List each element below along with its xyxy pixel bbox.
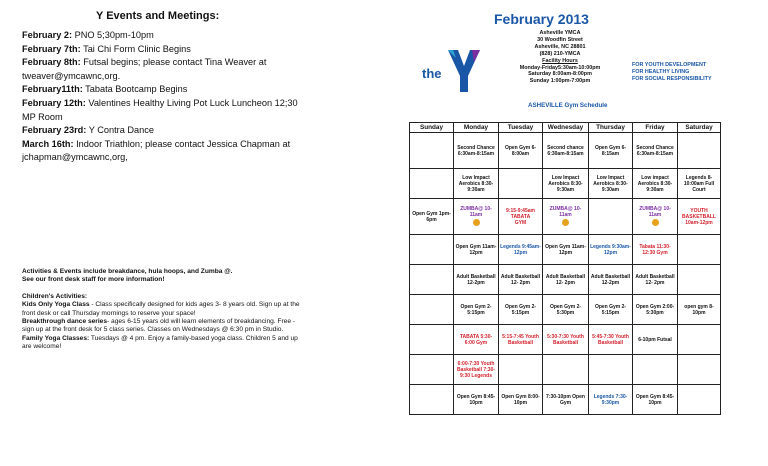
facility-info — [500, 30, 620, 85]
schedule-cell — [410, 235, 454, 265]
schedule-cell: Second Chance 6:30am-8:15am — [633, 133, 678, 169]
day-header: Thursday — [589, 123, 633, 133]
schedule-cell: Adult Basketball 12-2pm — [454, 265, 499, 295]
day-header: Friday — [633, 123, 678, 133]
day-header: Wednesday — [543, 123, 589, 133]
address-line: Asheville, NC 28801 — [534, 43, 586, 50]
smiley-icon — [473, 219, 480, 226]
schedule-cell: Second chance 6:30am-8:15am — [543, 133, 589, 169]
schedule-cell — [543, 355, 589, 385]
schedule-cell: Open Gym 2-5:15pm — [589, 295, 633, 325]
schedule-cell — [410, 355, 454, 385]
schedule-cell: Low impact Aerobics 8:30-9:30am — [633, 169, 678, 199]
schedule-cell — [499, 199, 543, 235]
mission-line: FOR SOCIAL RESPONSIBILITY — [632, 76, 712, 82]
schedule-cell: Open Gym 6-8:15am — [589, 133, 633, 169]
event-text: Futsal begins; please contact Tina Weaver at tweaver@ymcawnc,org. — [22, 57, 267, 81]
event-date: February 7th: — [22, 43, 81, 54]
schedule-cell: Open Gym 2-5:15pm — [454, 295, 499, 325]
schedule-cell: 6-10pm Futsal — [633, 325, 678, 355]
schedule-cell — [678, 355, 721, 385]
gym-schedule-title: ASHEVILLE Gym Schedule — [528, 102, 608, 109]
schedule-cell: Low Impact Aerobics 8:30-9:30am — [454, 169, 499, 199]
kids-yoga-text: - Class specifically designed for kids ages 3- 8 years old. Sign up at the front desk or call Thursday mornings to reserve your space! — [22, 301, 300, 317]
family-yoga-item — [22, 335, 300, 352]
schedule-row — [410, 235, 721, 265]
schedule-cell — [633, 199, 678, 235]
schedule-cell: Low Impact Aerobics 8:30-9:30am — [543, 169, 589, 199]
schedule-row — [410, 169, 721, 199]
event-item — [22, 97, 312, 124]
schedule-cell: Second Chance 6:30am-8:15am — [454, 133, 499, 169]
event-text: Y Contra Dance — [86, 125, 154, 136]
schedule-row — [410, 265, 721, 295]
schedule-cell — [678, 265, 721, 295]
activities-intro-2: See our front desk staff for more information! — [22, 276, 165, 284]
event-date: March 16th: — [22, 138, 74, 149]
schedule-row — [410, 199, 721, 235]
schedule-cell: Open Gym 8:00-10pm — [499, 385, 543, 415]
breakthrough-item — [22, 318, 300, 335]
schedule-cell — [589, 199, 633, 235]
schedule-cell: Adult Basketball 12-2pm — [589, 265, 633, 295]
schedule-cell: 5:45-7:30 Youth Basketball — [589, 325, 633, 355]
event-date: February11th: — [22, 84, 83, 95]
address-line: Asheville YMCA — [539, 30, 581, 36]
zumba-label: ZUMBA@ 10-11am — [549, 205, 582, 218]
schedule-row — [410, 133, 721, 169]
schedule-cell: Open Gym 1pm-6pm — [410, 199, 454, 235]
event-text: Indoor Triathlon; please contact Jessica Chapman at jchapman@ymcawnc,org, — [22, 138, 291, 163]
schedule-cell: Legends 9:30am-12pm — [589, 235, 633, 265]
mission-statement — [632, 62, 712, 83]
schedule-cell: 5:30-7:30 Youth Basketball — [543, 325, 589, 355]
gym-schedule-table — [409, 122, 721, 415]
schedule-cell — [678, 325, 721, 355]
kids-yoga-item — [22, 301, 300, 318]
schedule-cell: 6:00-7:30 Youth Basketball 7:30-9:30 Legends — [454, 355, 499, 385]
schedule-cell: open gym 8-10pm — [678, 295, 721, 325]
schedule-cell — [678, 133, 721, 169]
kids-yoga-heading: Kids Only Yoga Class — [22, 301, 90, 309]
schedule-cell: Open Gym 2:00-5:30pm — [633, 295, 678, 325]
breakthrough-text: - ages 6-15 years old will learn elements of breakdancing. Free - sign up at the front desk for 5 class series. Classes on Wednesdays @ 6:30 pm in Studio. — [22, 318, 296, 334]
event-date: February 12th: — [22, 97, 86, 108]
schedule-cell: Legends 7:30-9:30pm — [589, 385, 633, 415]
schedule-cell — [678, 235, 721, 265]
day-header: Tuesday — [499, 123, 543, 133]
schedule-cell: Open Gym 2-5:30pm — [543, 295, 589, 325]
schedule-cell: Adult Basketball 12- 2pm — [543, 265, 589, 295]
event-date: February 8th: — [22, 57, 81, 68]
day-header: Monday — [454, 123, 499, 133]
schedule-cell: Legends 9:45am-12pm — [499, 235, 543, 265]
event-item — [22, 83, 312, 97]
event-date: February 23rd: — [22, 125, 87, 136]
mission-line: FOR HEALTHY LIVING — [632, 69, 690, 75]
event-text: Tai Chi Form Clinic Begins — [80, 43, 191, 54]
smiley-icon — [652, 219, 659, 226]
schedule-cell: Adult Basketball 12- 2pm — [633, 265, 678, 295]
hours-line: Saturday 8:00am-8:00pm — [528, 71, 592, 78]
ymca-logo — [420, 44, 492, 94]
schedule-cell: Open Gym 8:45-10pm — [454, 385, 499, 415]
zumba-label: ZUMBA@ 10-11am — [639, 205, 671, 218]
schedule-row — [410, 325, 721, 355]
tabata-location: GYM — [514, 219, 527, 226]
smiley-icon — [562, 219, 569, 226]
schedule-row — [410, 295, 721, 325]
event-item — [22, 124, 312, 138]
schedule-cell — [499, 355, 543, 385]
header-row — [410, 123, 721, 133]
schedule-cell: Open Gym 2-5:15pm — [499, 295, 543, 325]
event-text: PNO 5;30pm-10pm — [72, 30, 154, 40]
day-header: Saturday — [678, 123, 721, 133]
schedule-cell — [410, 385, 454, 415]
logo-text: the — [422, 66, 442, 81]
schedule-cell: Tabata 11:30-12:30 Gym — [633, 235, 678, 265]
schedule-row — [410, 385, 721, 415]
schedule-cell — [633, 355, 678, 385]
family-yoga-heading: Family Yoga Classes: — [22, 334, 90, 342]
event-text: Tabata Bootcamp Begins — [82, 84, 188, 95]
schedule-cell: Open Gym 11am-12pm — [543, 235, 589, 265]
day-header: Sunday — [410, 123, 454, 133]
hours-heading: Facility Hours — [542, 57, 578, 64]
schedule-cell — [454, 199, 499, 235]
event-item — [22, 56, 312, 83]
schedule-cell: Open Gym 6-8:00am — [499, 133, 543, 169]
schedule-cell — [589, 355, 633, 385]
schedule-cell: Low Impact Aerobics 8:30-9:30am — [589, 169, 633, 199]
schedule-cell — [410, 133, 454, 169]
address-line: (828) 210-YMCA — [539, 50, 581, 57]
schedule-cell — [543, 199, 589, 235]
event-item — [22, 29, 312, 43]
schedule-cell — [410, 169, 454, 199]
schedule-cell — [410, 325, 454, 355]
schedule-cell: Legends 8-10:00am Full Court — [678, 169, 721, 199]
zumba-label: ZUMBA@ 10-11am — [460, 205, 492, 218]
activities-intro-1: Activities & Events include breakdance, hula hoops, and Zumba @. — [22, 268, 233, 275]
mission-line: FOR YOUTH DEVELOPMENT — [632, 62, 707, 68]
schedule-cell: 5:15-7:45 Youth Basketball — [499, 325, 543, 355]
schedule-row — [410, 355, 721, 385]
address-line: 30 Woodfin Street — [537, 36, 583, 43]
event-item — [22, 43, 312, 57]
schedule-cell: 7:30-10pm Open Gym — [543, 385, 589, 415]
breakthrough-heading: Breakthrough dance series — [22, 318, 108, 326]
tabata-label: 9:15-9:45am TABATA — [506, 207, 535, 220]
hours-line: Sunday 1:00pm-7:00pm — [529, 78, 591, 85]
schedule-cell: Open Gym 8:45-10pm — [633, 385, 678, 415]
schedule-cell — [410, 265, 454, 295]
events-title: Y Events and Meetings: — [96, 10, 220, 22]
hours-line: Monday-Friday5:30am-10:00pm — [519, 64, 601, 71]
activities-section — [22, 268, 300, 352]
schedule-cell — [410, 295, 454, 325]
event-text: Valentines Healthy Living Pot Luck Luncheon 12;30 MP Room — [22, 97, 298, 122]
family-yoga-text: Tuesdays @ 4 pm. Enjoy a family-based yoga class. Children 5 and up are welcome! — [22, 334, 298, 351]
schedule-cell: Adult Basketball 12- 2pm — [499, 265, 543, 295]
children-heading: Children's Activities: — [22, 292, 88, 300]
schedule-cell: TABATA 5:30-6:00 Gym — [454, 325, 499, 355]
schedule-cell — [499, 169, 543, 199]
schedule-cell — [678, 385, 721, 415]
schedule-cell: Open Gym 11am-12pm — [454, 235, 499, 265]
schedule-cell: YOUTH BASKETBALL 10am-12pm — [678, 199, 721, 235]
event-item — [22, 138, 312, 165]
events-list — [22, 29, 312, 165]
month-title: February 2013 — [494, 11, 589, 27]
event-date: February 2: — [22, 30, 73, 40]
